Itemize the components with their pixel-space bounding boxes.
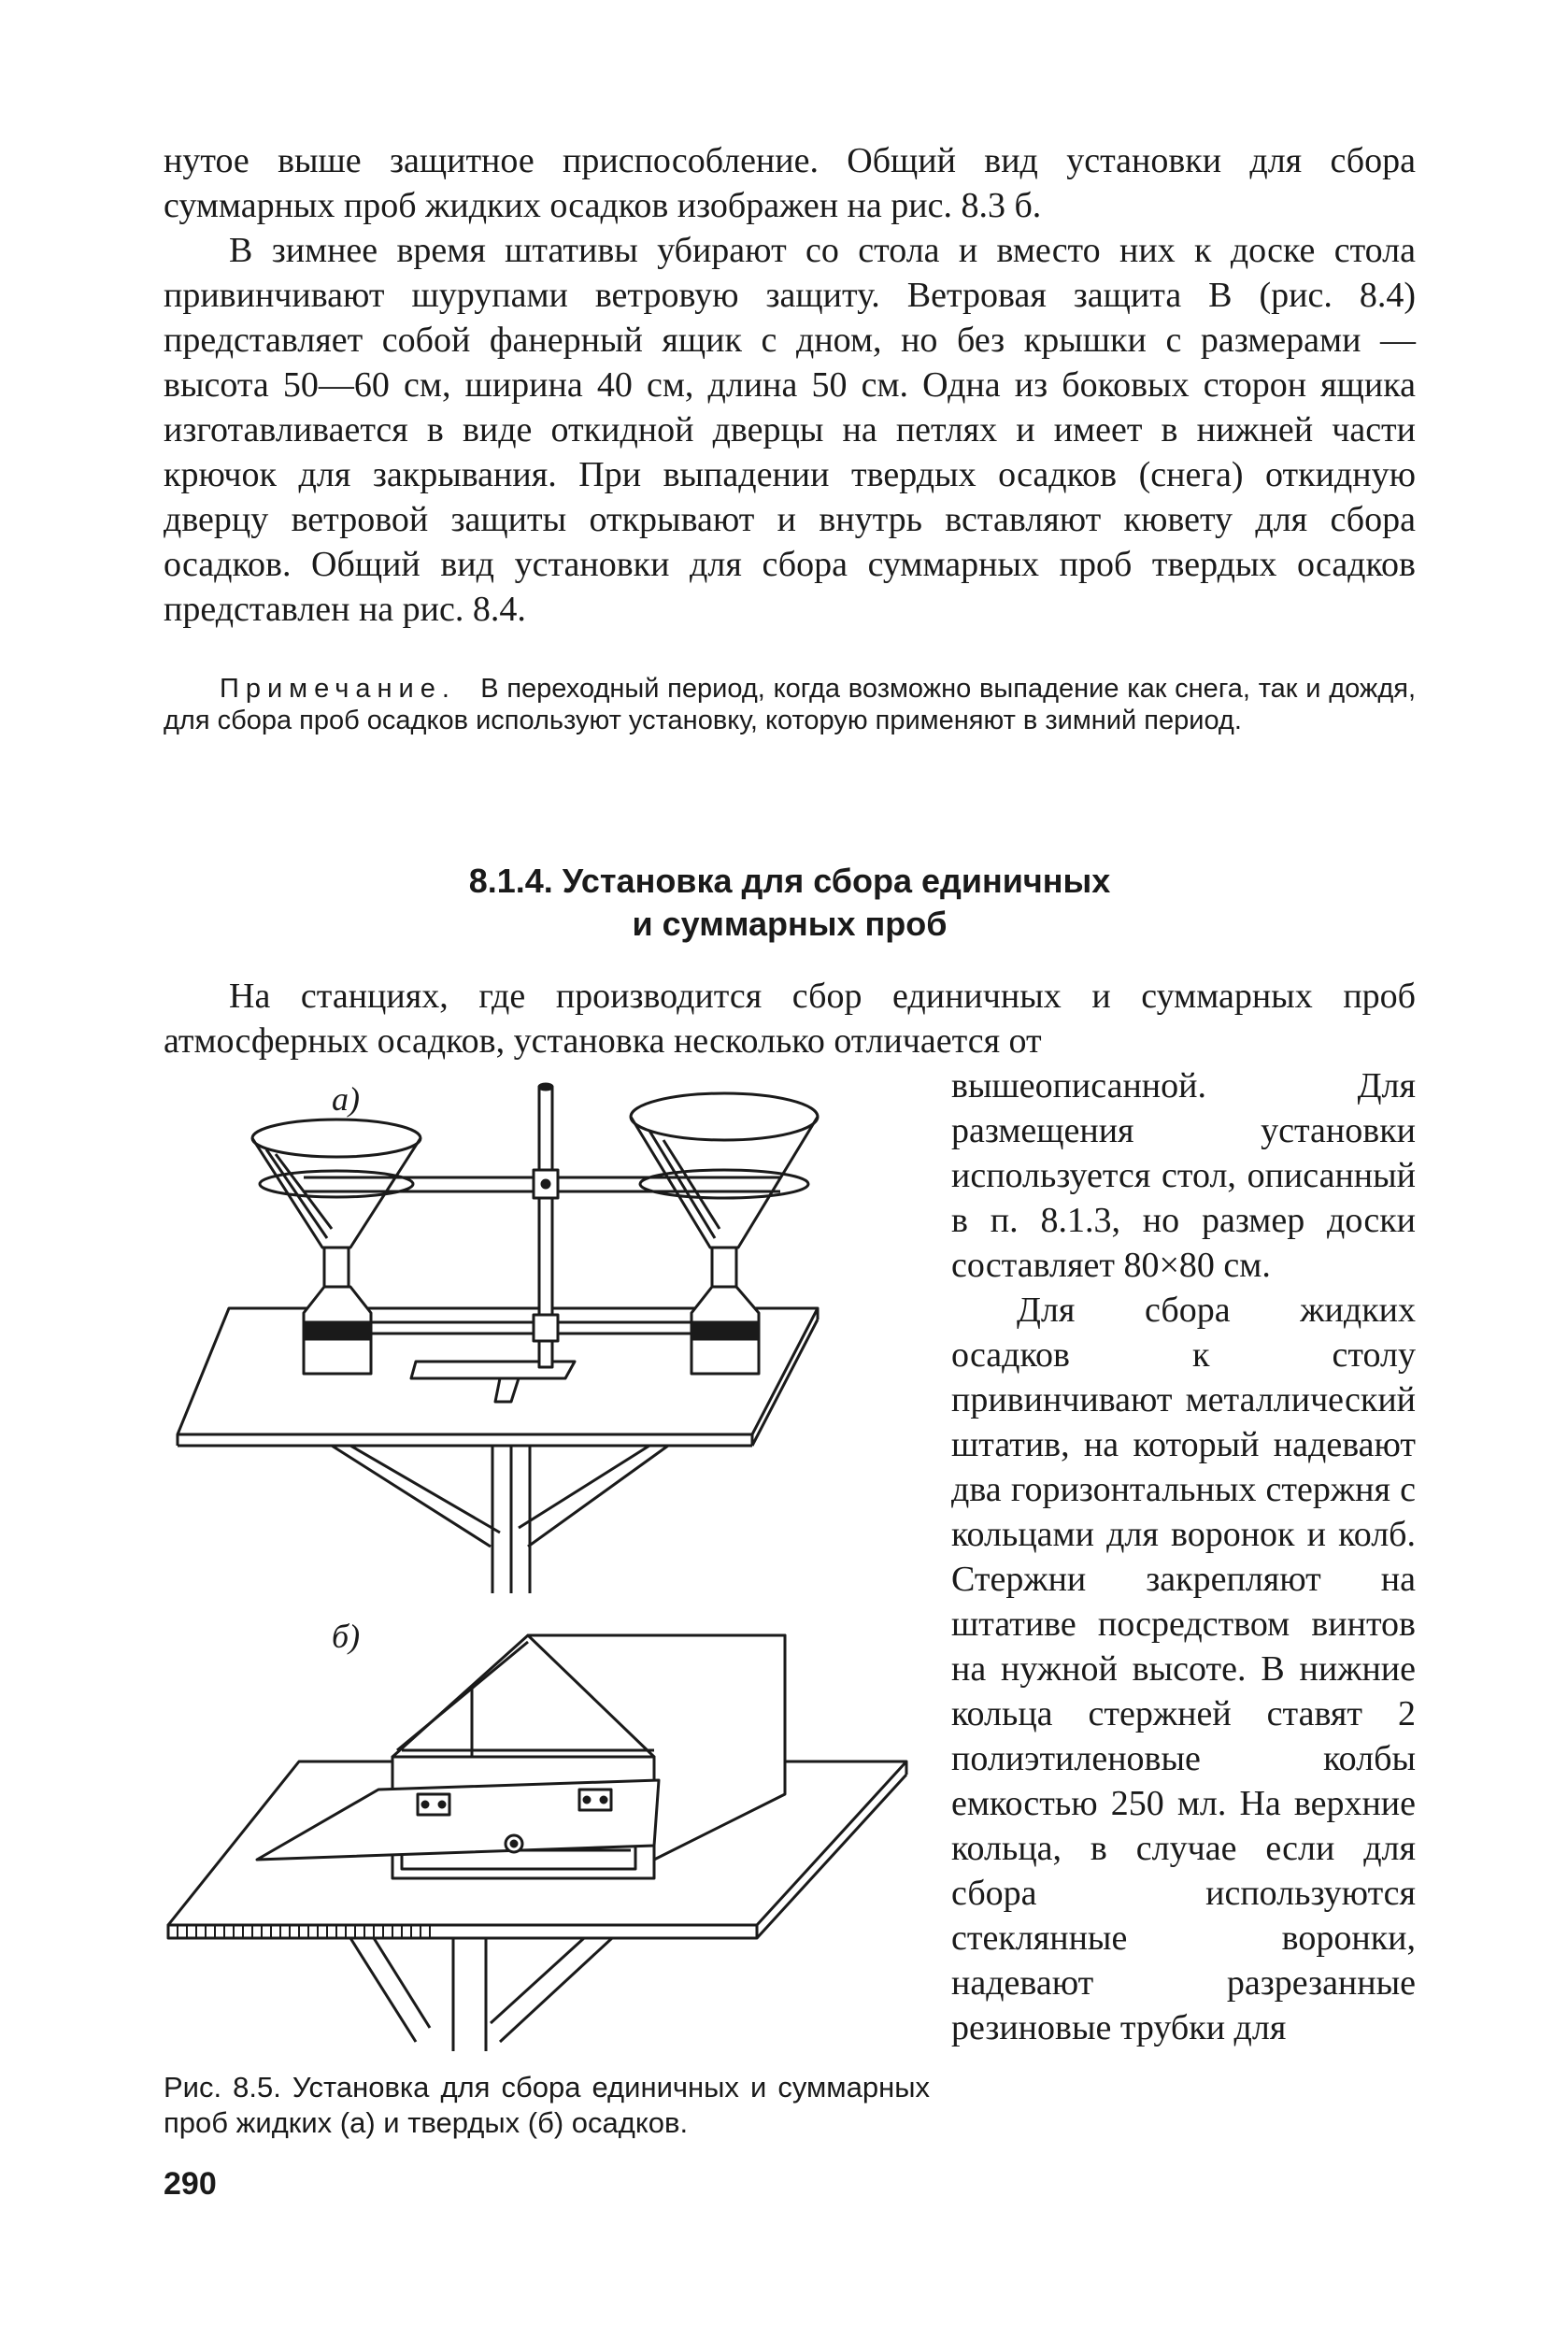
panel-a-drawing — [178, 1084, 818, 1593]
figure-8-5 — [164, 1061, 930, 2084]
intro-paragraph-2: В зимнее время штативы убирают со стола и вместо них к доске стола привинчивают шурупами ветровую защиту. Ветровая защита В (рис. 8.4) представляет собой фанерный ящик с дном, но без крышки с размерами — высота 50—60 см, ширина 40 см, длина 50 см. Одна из боковых сторон ящика изготавливается в виде откидной дверцы на петлях и имеет в нижней части крючок для закрывания. При выпадении твердых осадков (снега) откидную дверцу ветровой защиты открывают и внутрь вставляют кювету для сбора осадков. Общий вид установки для сбора суммарных проб твердых осадков представлен на рис. 8.4. — [164, 231, 1416, 629]
figure-illustration — [164, 1061, 930, 2070]
page-number: 290 — [164, 2166, 217, 2202]
right-column-text — [951, 1063, 1416, 2050]
section-heading — [164, 860, 1416, 946]
note-text: В переходный период, когда возможно выпадение как снега, так и дождя, для сбора проб осадков используют установку, которую применяют в зимний период. — [164, 674, 1417, 735]
lead-paragraph: На станциях, где производится сбор единичных и суммарных проб атмосферных осадков, установка несколько отличается от — [164, 977, 1416, 1061]
section-heading-line-1: 8.1.4. Установка для сбора единичных — [468, 862, 1111, 900]
panel-label-b: б) — [332, 1618, 361, 1655]
section-heading-line-2: и суммарных проб — [632, 905, 948, 943]
note — [164, 673, 1416, 736]
right-column-paragraph-1: вышеописанной. Для размещения установки используется стол, описанный в п. 8.1.3, но размер доски составляет 80×80 см. — [951, 1066, 1416, 1285]
panel-label-a: а) — [332, 1080, 360, 1118]
right-column-paragraph-2: Для сбора жидких осадков к столу привинчивают металлический штатив, на который надевают два горизонтальных стержня с кольцами для воронок и колб. Стержни закрепляют на штативе посредством винтов на нужной высоте. В нижние кольца стержней ставят 2 полиэтиленовые колбы емкостью 250 мл. На верхние кольца, в случае если для сбора используются стеклянные воронки, надевают разрезанные резиновые трубки для — [951, 1291, 1416, 2047]
intro-paragraph-1: нутое выше защитное приспособление. Общий вид установки для сбора суммарных проб жидких осадков изображен на рис. 8.3 б. — [164, 141, 1416, 225]
note-label: Примечание. — [220, 674, 456, 704]
intro-text — [164, 138, 1416, 632]
panel-b-drawing — [168, 1635, 906, 2051]
lead-text — [164, 974, 1416, 1063]
figure-caption: Рис. 8.5. Установка для сбора единичных и суммарных проб жидких (а) и твердых (б) осадков. — [164, 2071, 930, 2139]
